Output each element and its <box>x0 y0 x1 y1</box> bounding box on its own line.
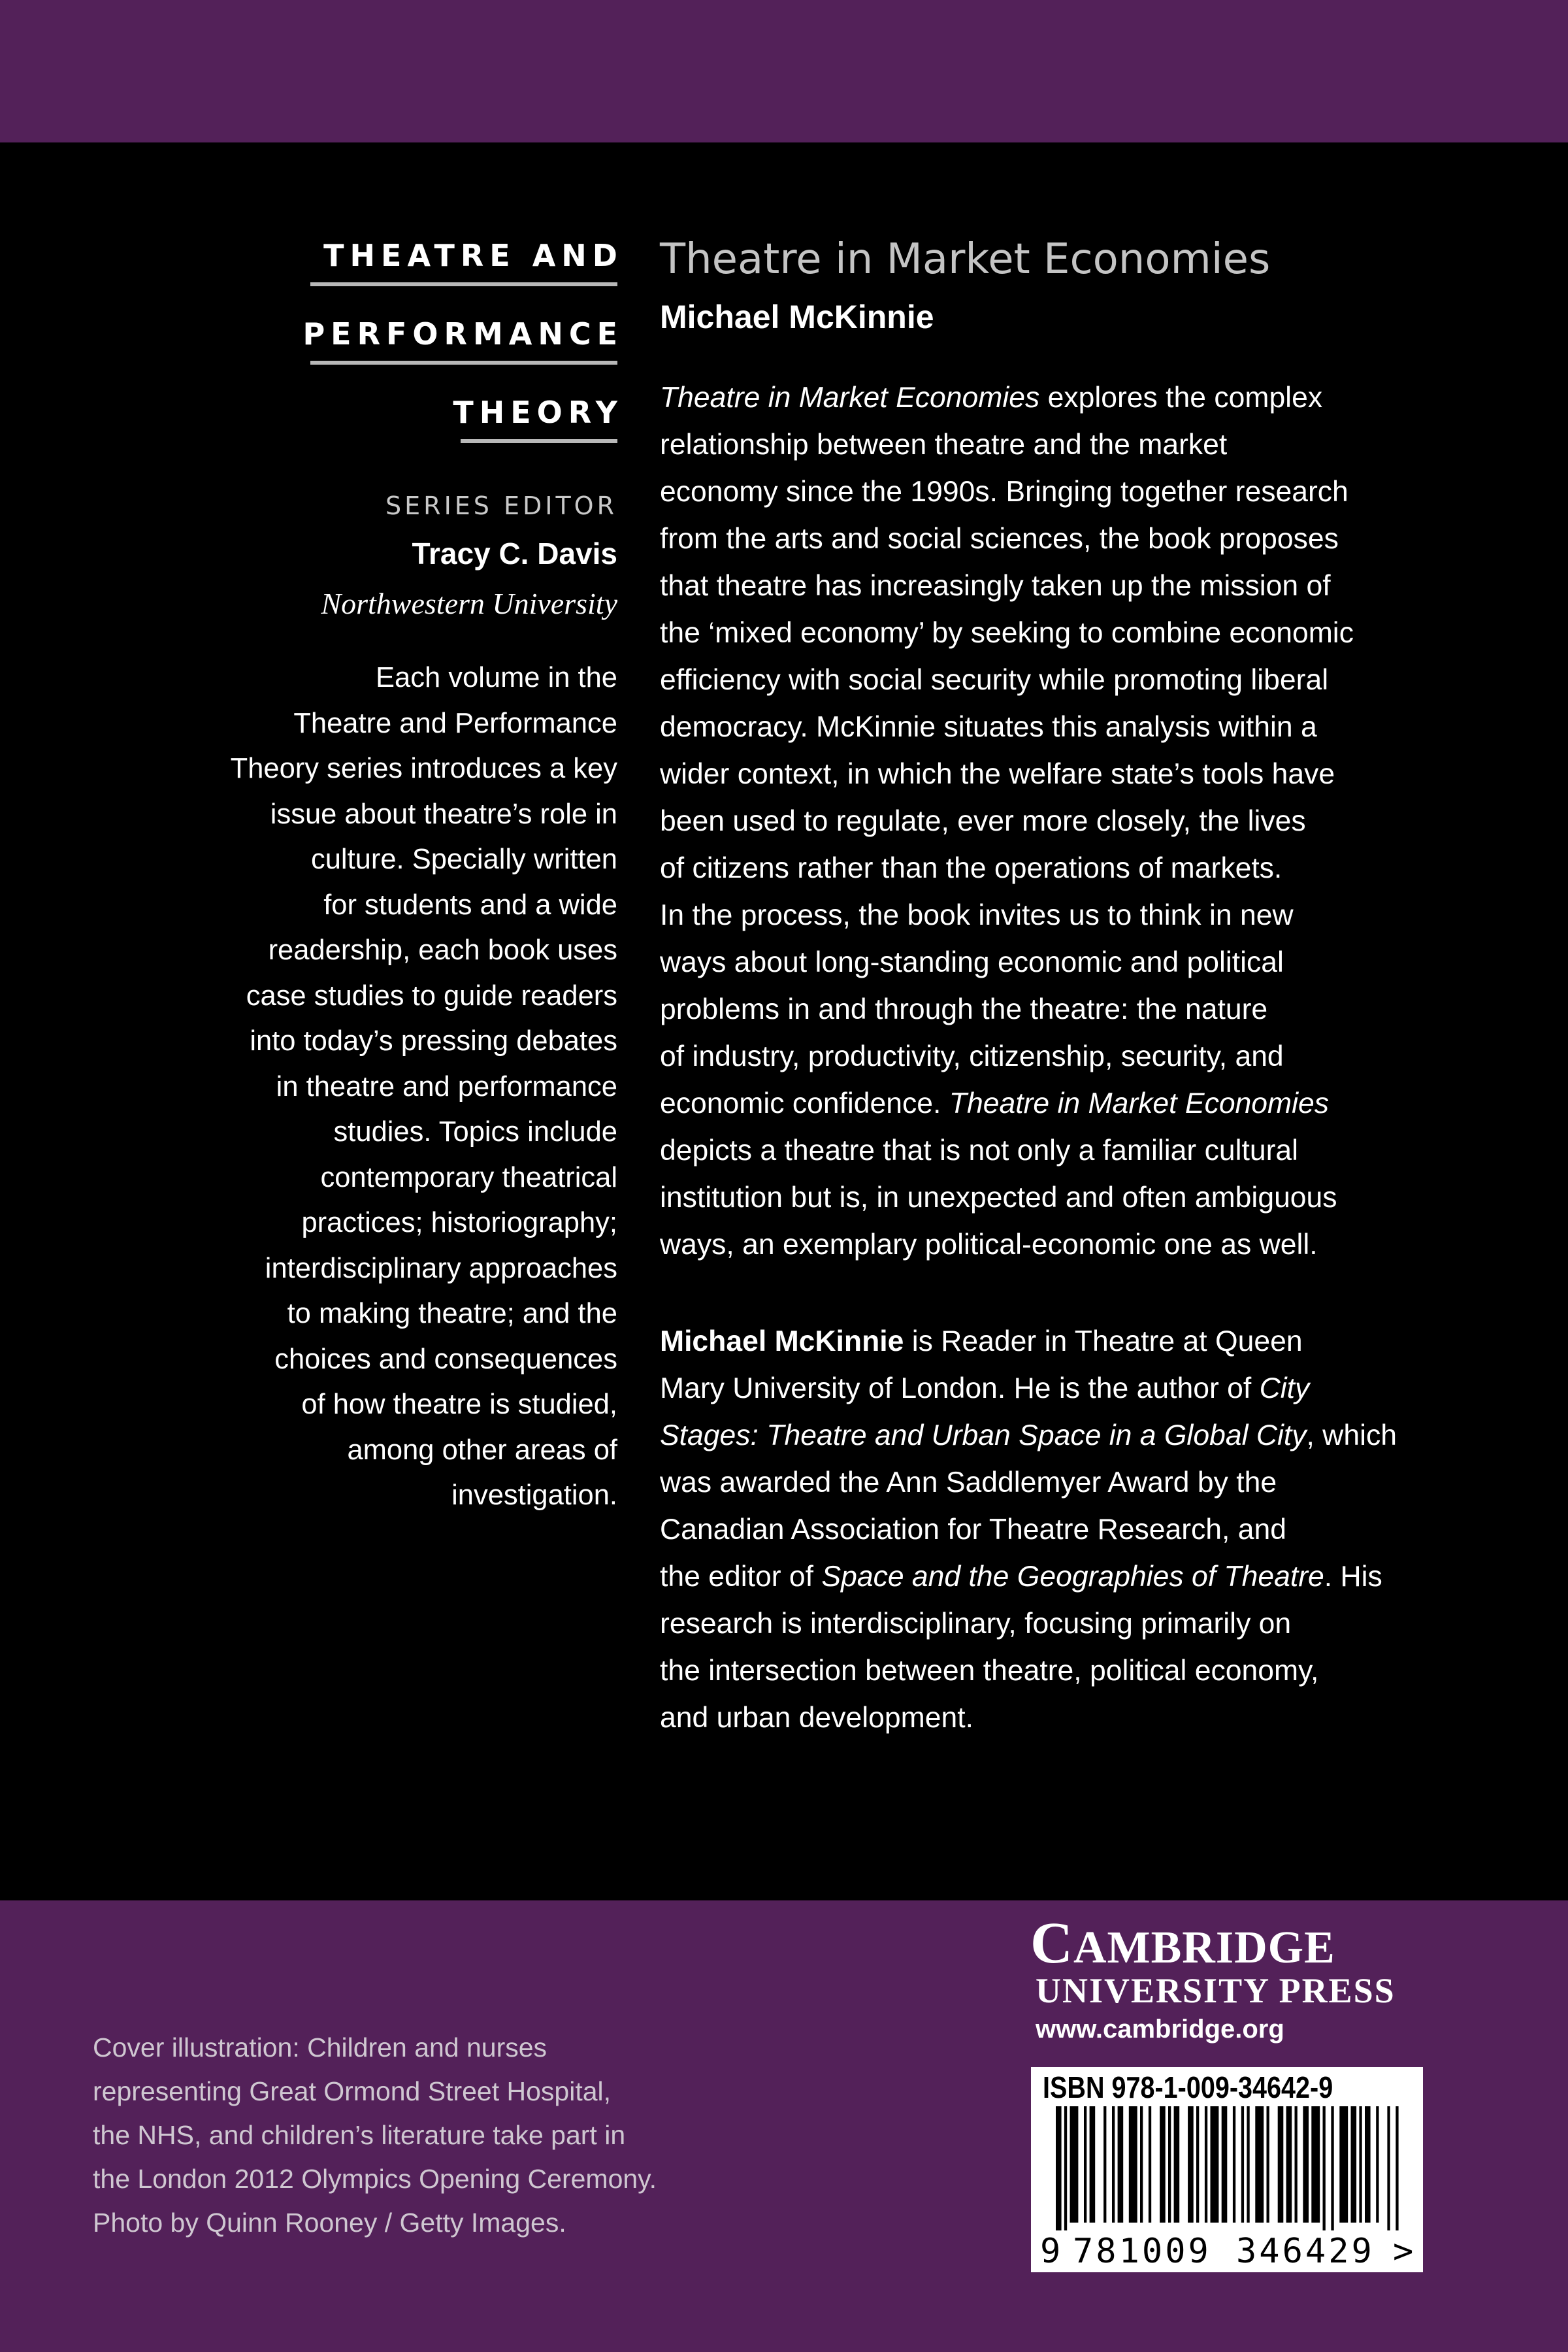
bio-line: research is interdisciplinary, focusing primarily on <box>660 1608 1292 1640</box>
series-desc-line: investigation. <box>451 1480 617 1511</box>
series-rule-1 <box>310 282 617 286</box>
bio-text: , which <box>1306 1419 1397 1451</box>
bio-book-ref: City <box>1259 1372 1310 1404</box>
barcode-bar <box>1278 2106 1284 2223</box>
desc-line: of citizens rather than the operations of markets. <box>660 852 1282 884</box>
book-author: Michael McKinnie <box>660 299 934 335</box>
caption-line: Photo by Quinn Rooney / Getty Images. <box>93 2208 566 2238</box>
bio-line <box>660 1553 1444 1600</box>
desc-line: been used to regulate, ever more closely, the lives <box>660 805 1306 837</box>
barcode-bar <box>1211 2106 1219 2223</box>
barcode-bar <box>1339 2106 1348 2223</box>
barcode-bar <box>1351 2106 1357 2223</box>
series-title-block <box>196 235 623 471</box>
series-desc-line: Each volume in the <box>376 662 617 693</box>
book-title: Theatre in Market Economies <box>660 235 1271 284</box>
barcode-bar <box>1387 2106 1390 2230</box>
series-desc-line: among other areas of <box>347 1434 617 1466</box>
barcode-bar <box>1255 2106 1264 2223</box>
series-title-line-2: PERFORMANCE <box>302 316 623 352</box>
barcode-bar <box>1267 2106 1269 2223</box>
series-editor-name: Tracy C. Davis <box>412 537 617 571</box>
series-desc-line: practices; historiography; <box>301 1207 617 1238</box>
series-desc-line: for students and a wide <box>323 889 617 921</box>
bio-line <box>660 1318 1444 1365</box>
barcode-bar <box>1365 2106 1371 2223</box>
desc-line: institution but is, in unexpected and often ambiguous <box>660 1182 1337 1214</box>
desc-line: that theatre has increasingly taken up the mission of <box>660 570 1331 602</box>
series-desc-line: to making theatre; and the <box>287 1298 617 1329</box>
barcode-bar <box>1118 2106 1124 2223</box>
barcode-bars-icon <box>1043 2106 1409 2230</box>
barcode-bar <box>1090 2106 1096 2223</box>
caption-line: representing Great Ormond Street Hospital, <box>93 2076 612 2106</box>
barcode-bar <box>1311 2106 1320 2223</box>
publisher-name <box>1030 1910 1335 1977</box>
desc-line: from the arts and social sciences, the book proposes <box>660 523 1339 555</box>
series-editor-affiliation: Northwestern University <box>321 587 617 620</box>
publisher-name-rest: AMBRIDGE <box>1073 1923 1335 1973</box>
desc-line: ways about long-standing economic and political <box>660 946 1284 978</box>
barcode-bar <box>1331 2106 1333 2230</box>
series-desc-line: issue about theatre’s role in <box>270 798 617 830</box>
series-desc-line: interdisciplinary approaches <box>265 1252 617 1284</box>
isbn-label: ISBN 978-1-009-34642-9 <box>1043 2070 1333 2104</box>
series-desc-line: in theatre and performance <box>276 1070 617 1102</box>
isbn-barcode <box>1031 2067 1423 2272</box>
barcode-bar <box>1168 2106 1171 2223</box>
bio-line: Canadian Association for Theatre Research, and <box>660 1514 1286 1546</box>
desc-line <box>660 1080 1444 1127</box>
desc-line: efficiency with social security while promoting liberal <box>660 664 1329 696</box>
author-bio <box>660 1318 1444 1742</box>
desc-text: economic confidence. <box>660 1087 949 1119</box>
bio-text: is Reader in Theatre at Queen <box>904 1325 1303 1357</box>
barcode-bar <box>1103 2106 1106 2223</box>
series-desc-line: contemporary theatrical <box>320 1161 617 1193</box>
bio-book-ref: Space and the Geographies of Theatre <box>821 1561 1324 1593</box>
barcode-bar <box>1160 2106 1166 2223</box>
caption-line: Cover illustration: Children and nurses <box>93 2032 547 2062</box>
barcode-bar <box>1084 2106 1086 2223</box>
desc-line: of industry, productivity, citizenship, security, and <box>660 1040 1284 1072</box>
series-rule-2 <box>310 361 617 365</box>
bio-text: Mary University of London. He is the author of <box>660 1372 1260 1404</box>
desc-line: economy since the 1990s. Bringing together research <box>660 476 1348 508</box>
desc-title-ref: Theatre in Market Economies <box>949 1087 1330 1119</box>
series-desc-line: into today’s pressing debates <box>250 1025 617 1057</box>
barcode-bar <box>1188 2106 1194 2223</box>
barcode-bar <box>1070 2106 1079 2223</box>
barcode-bar <box>1129 2106 1137 2223</box>
barcode-bar <box>1247 2106 1249 2223</box>
desc-line: depicts a theatre that is not only a familiar cultural <box>660 1135 1299 1167</box>
publisher-initial: C <box>1030 1911 1073 1976</box>
desc-line <box>660 374 1444 422</box>
barcode-bar <box>1286 2106 1292 2223</box>
desc-line: In the process, the book invites us to think in new <box>660 899 1294 931</box>
publisher-subtitle: UNIVERSITY PRESS <box>1036 1971 1396 2010</box>
isbn-digit-group-2: 346429 <box>1236 2232 1375 2271</box>
cover-caption <box>93 2026 657 2245</box>
desc-line: ways, an exemplary political-economic one as well. <box>660 1229 1318 1261</box>
barcode-bar <box>1174 2106 1180 2223</box>
desc-line: the ‘mixed economy’ by seeking to combine economic <box>660 617 1354 649</box>
bio-book-ref: Stages: Theatre and Urban Space in a Global City <box>660 1419 1307 1451</box>
series-desc-line: case studies to guide readers <box>246 980 617 1012</box>
barcode-bar <box>1359 2106 1362 2223</box>
series-editor-label: SERIES EDITOR <box>385 491 617 520</box>
caption-line: the London 2012 Olympics Opening Ceremony. <box>93 2164 657 2194</box>
isbn-digit-first: 9 <box>1040 2232 1061 2271</box>
barcode-bar <box>1295 2106 1298 2223</box>
series-desc-line: readership, each book uses <box>268 935 617 966</box>
bio-line <box>660 1365 1444 1412</box>
bio-text: the editor of <box>660 1561 822 1593</box>
series-desc-line: culture. Specially written <box>310 844 617 875</box>
bio-line <box>660 1412 1444 1459</box>
barcode-bar <box>1056 2106 1062 2230</box>
bio-line: the intersection between theatre, political economy, <box>660 1655 1319 1687</box>
barcode-bar <box>1205 2106 1207 2223</box>
desc-line: relationship between theatre and the market <box>660 429 1228 461</box>
isbn-digit-group-1: 781009 <box>1073 2232 1211 2271</box>
barcode-bar <box>1303 2106 1309 2223</box>
barcode-bar <box>1241 2106 1244 2223</box>
bio-line: and urban development. <box>660 1702 973 1734</box>
barcode-bar <box>1323 2106 1326 2230</box>
barcode-bar <box>1396 2106 1398 2230</box>
desc-text: explores the complex <box>1039 382 1323 414</box>
desc-line: problems in and through the theatre: the nature <box>660 993 1268 1025</box>
bio-text: . His <box>1324 1561 1382 1593</box>
series-rule-3 <box>461 439 617 443</box>
series-desc-line: choices and consequences <box>274 1343 617 1375</box>
barcode-bar <box>1196 2106 1199 2223</box>
isbn-arrow: > <box>1393 2232 1414 2271</box>
desc-title-ref: Theatre in Market Economies <box>660 382 1040 414</box>
bio-author-name: Michael McKinnie <box>660 1325 904 1357</box>
barcode-bar <box>1140 2106 1143 2223</box>
series-description <box>189 655 617 1519</box>
publisher-url[interactable]: www.cambridge.org <box>1036 2015 1284 2044</box>
bio-line: was awarded the Ann Saddlemyer Award by the <box>660 1466 1277 1499</box>
barcode-bar <box>1149 2106 1151 2223</box>
barcode-bar <box>1064 2106 1067 2230</box>
series-title-line-3: THEORY <box>453 395 623 430</box>
series-title-line-1: THEATRE AND <box>323 238 623 273</box>
top-purple-band <box>0 0 1568 142</box>
barcode-bar <box>1233 2106 1235 2223</box>
series-desc-line: studies. Topics include <box>333 1116 617 1148</box>
series-desc-line: Theatre and Performance <box>293 707 617 739</box>
caption-line: the NHS, and children’s literature take part in <box>93 2120 626 2150</box>
barcode-bar <box>1376 2106 1379 2223</box>
book-description <box>660 374 1444 1268</box>
barcode-bar <box>1112 2106 1115 2223</box>
series-desc-line: Theory series introduces a key <box>230 753 617 784</box>
barcode-bar <box>1222 2106 1228 2223</box>
series-desc-line: of how theatre is studied, <box>301 1389 617 1420</box>
desc-line: democracy. McKinnie situates this analysis within a <box>660 711 1317 743</box>
desc-line: wider context, in which the welfare state’s tools have <box>660 758 1335 790</box>
